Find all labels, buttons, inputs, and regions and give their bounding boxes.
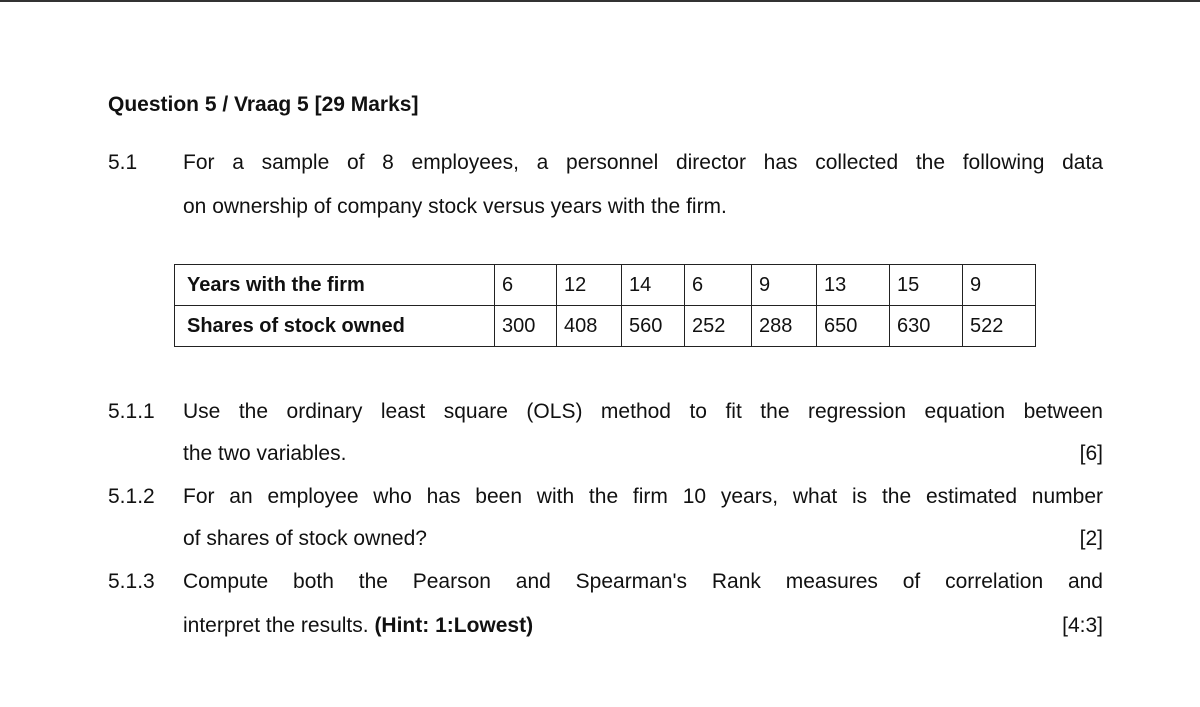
question-5-1-line-1: For a sample of 8 employees, a personnel director has collected the following data [183, 151, 1103, 174]
question-5-1-2-line-2: of shares of stock owned? [183, 527, 427, 550]
question-5-1-2-number: 5.1.2 [108, 485, 155, 508]
table-cell: 650 [817, 306, 890, 347]
table-cell: 630 [890, 306, 963, 347]
question-5-1-1-number: 5.1.1 [108, 400, 155, 423]
question-5-1-2-line-1: For an employee who has been with the firm 10 years, what is the estimated number [183, 485, 1103, 508]
question-5-1-3-line-2 [183, 612, 533, 640]
question-5-1-3-line-1: Compute both the Pearson and Spearman's Rank measures of correlation and [183, 570, 1103, 593]
table-cell: 6 [495, 265, 557, 306]
question-5-1-1-marks: [6] [1079, 442, 1103, 465]
table-cell: 12 [557, 265, 622, 306]
row-label-shares: Shares of stock owned [175, 306, 495, 347]
question-5-1-1-line-1: Use the ordinary least square (OLS) method to fit the regression equation between [183, 400, 1103, 423]
table-cell: 300 [495, 306, 557, 347]
table-cell: 288 [752, 306, 817, 347]
question-5-1-3-marks: [4:3] [1062, 614, 1103, 637]
question-5-1-line-2: on ownership of company stock versus years with the firm. [183, 195, 727, 218]
table-cell: 9 [963, 265, 1036, 306]
table-cell: 15 [890, 265, 963, 306]
table-cell: 408 [557, 306, 622, 347]
question-5-1-2-marks: [2] [1079, 527, 1103, 550]
question-5-1-number: 5.1 [108, 151, 138, 174]
table-cell: 13 [817, 265, 890, 306]
table-cell: 6 [685, 265, 752, 306]
question-5-1-3-number: 5.1.3 [108, 570, 155, 593]
table-row-years [175, 265, 1036, 306]
table-cell: 14 [622, 265, 685, 306]
table-row-shares [175, 306, 1036, 347]
question-5-1-1-line-2: the two variables. [183, 442, 347, 465]
table-cell: 9 [752, 265, 817, 306]
employee-data-table [174, 264, 1036, 347]
row-label-years: Years with the firm [175, 265, 495, 306]
table-cell: 522 [963, 306, 1036, 347]
question-5-1-3-line-2-text: interpret the results. [183, 614, 369, 637]
table-cell: 252 [685, 306, 752, 347]
question-heading: Question 5 / Vraag 5 [29 Marks] [108, 93, 419, 116]
top-border-line [0, 0, 1200, 2]
table-cell: 560 [622, 306, 685, 347]
question-5-1-3-hint: (Hint: 1:Lowest) [374, 614, 534, 637]
